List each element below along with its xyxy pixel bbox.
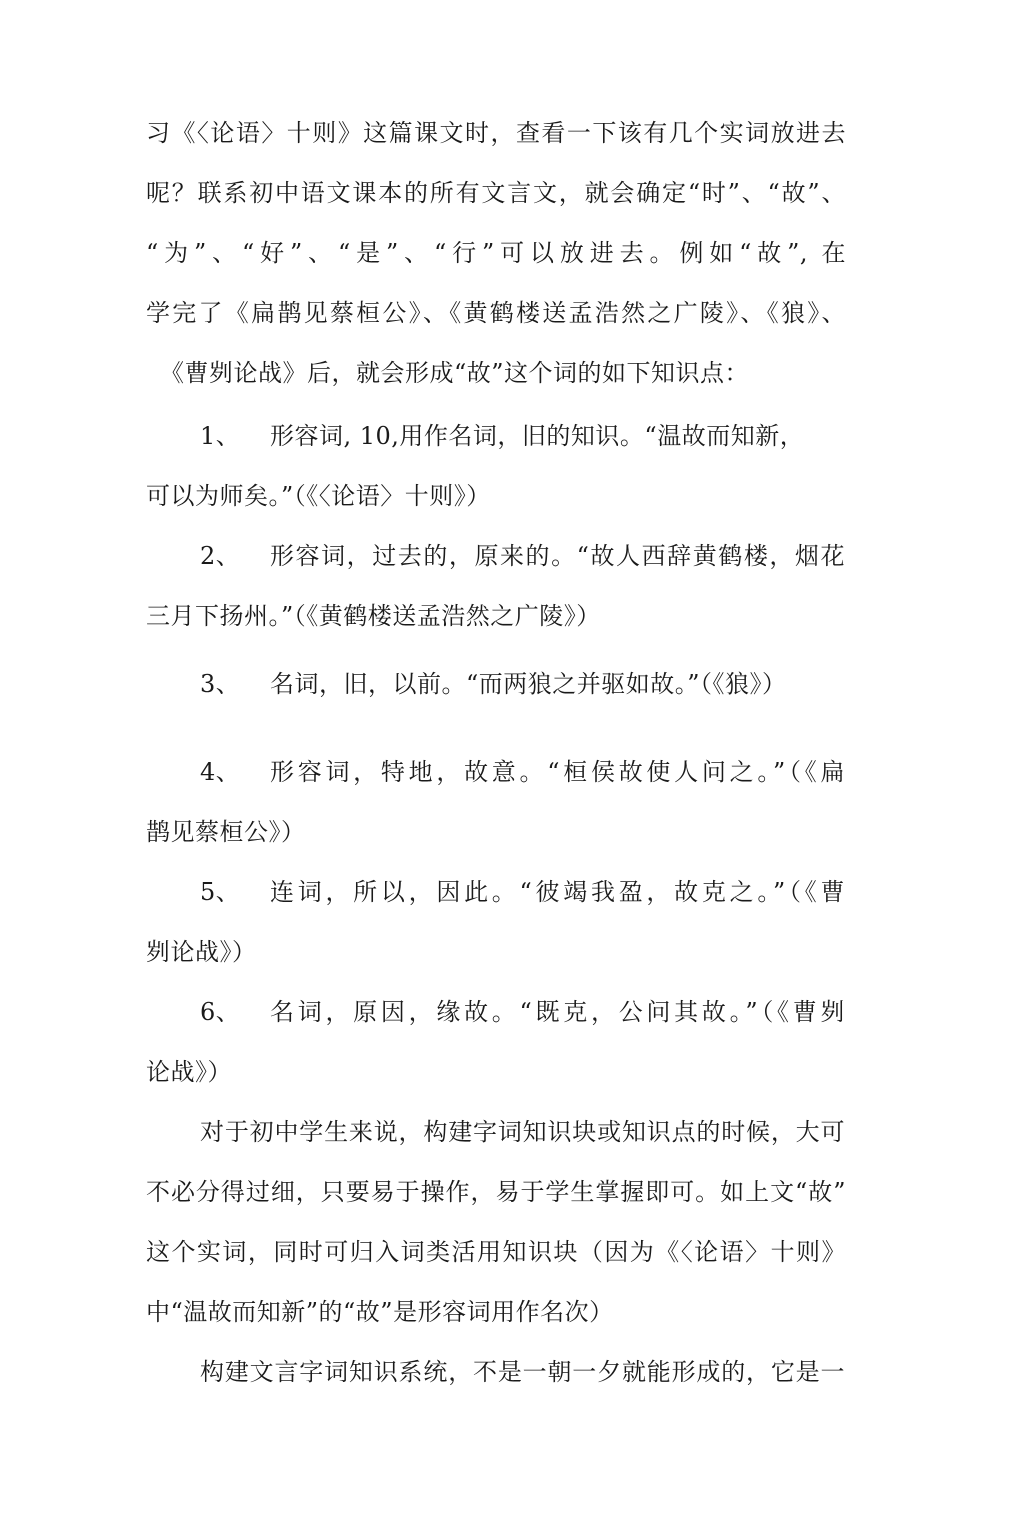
item-5-continuation: 刿论战》） <box>146 938 257 966</box>
item-6-number: 6、 <box>200 998 241 1026</box>
para2-line-3: 这个实词，同时可归入词类活用知识块（因为《〈论语〉十则》 <box>146 1238 846 1266</box>
item-1-number: 1、 <box>200 422 241 450</box>
item-4-number: 4、 <box>200 758 241 786</box>
item-4-text: 形容词，特地，故意。“桓侯故使人问之。”（《扁 <box>270 758 845 786</box>
item-3-text: 名词，旧，以前。“而两狼之并驱如故。”（《狼》） <box>270 670 787 698</box>
intro-line-2: 呢？联系初中语文课本的所有文言文，就会确定“时”、“故”、 <box>146 179 846 207</box>
item-2-number: 2、 <box>200 542 241 570</box>
intro-line-3: “为”、“好”、“是”、“行”可以放进去。例如“故”, 在 <box>146 239 846 267</box>
item-5-text: 连词，所以，因此。“彼竭我盈，故克之。”（《曹 <box>270 878 845 906</box>
item-1-continuation: 可以为师矣。”（《〈论语〉十则》） <box>146 482 491 510</box>
item-6-text: 名词，原因，缘故。“既克，公问其故。”（《曹刿 <box>270 998 845 1026</box>
item-6-continuation: 论战》） <box>146 1058 232 1086</box>
item-4-continuation: 鹊见蔡桓公》） <box>146 818 306 846</box>
item-3-number: 3、 <box>200 670 241 698</box>
item-5-number: 5、 <box>200 878 241 906</box>
item-2-continuation: 三月下扬州。”（《黄鹤楼送孟浩然之广陵》） <box>146 602 601 630</box>
item-1-text: 形容词, 10,用作名词，旧的知识。“温故而知新， <box>270 422 805 450</box>
para2-line-4: 中“温故而知新”的“故”是形容词用作名次） <box>146 1298 614 1326</box>
item-2-text: 形容词，过去的，原来的。“故人西辞黄鹤楼，烟花 <box>270 542 845 570</box>
intro-line-4: 学完了《扁鹊见蔡桓公》、《黄鹤楼送孟浩然之广陵》、《狼》、 <box>146 299 846 327</box>
para2-line-1: 对于初中学生来说，构建字词知识块或知识点的时候，大可 <box>200 1118 845 1146</box>
para2-line-2: 不必分得过细，只要易于操作，易于学生掌握即可。如上文“故” <box>146 1178 846 1206</box>
intro-line-1: 习《〈论语〉十则》这篇课文时，查看一下该有几个实词放进去 <box>146 119 846 147</box>
para3-line-1: 构建文言字词知识系统，不是一朝一夕就能形成的，它是一 <box>200 1358 845 1386</box>
intro-line-5: 《曹刿论战》后，就会形成“故”这个词的如下知识点： <box>160 359 750 387</box>
